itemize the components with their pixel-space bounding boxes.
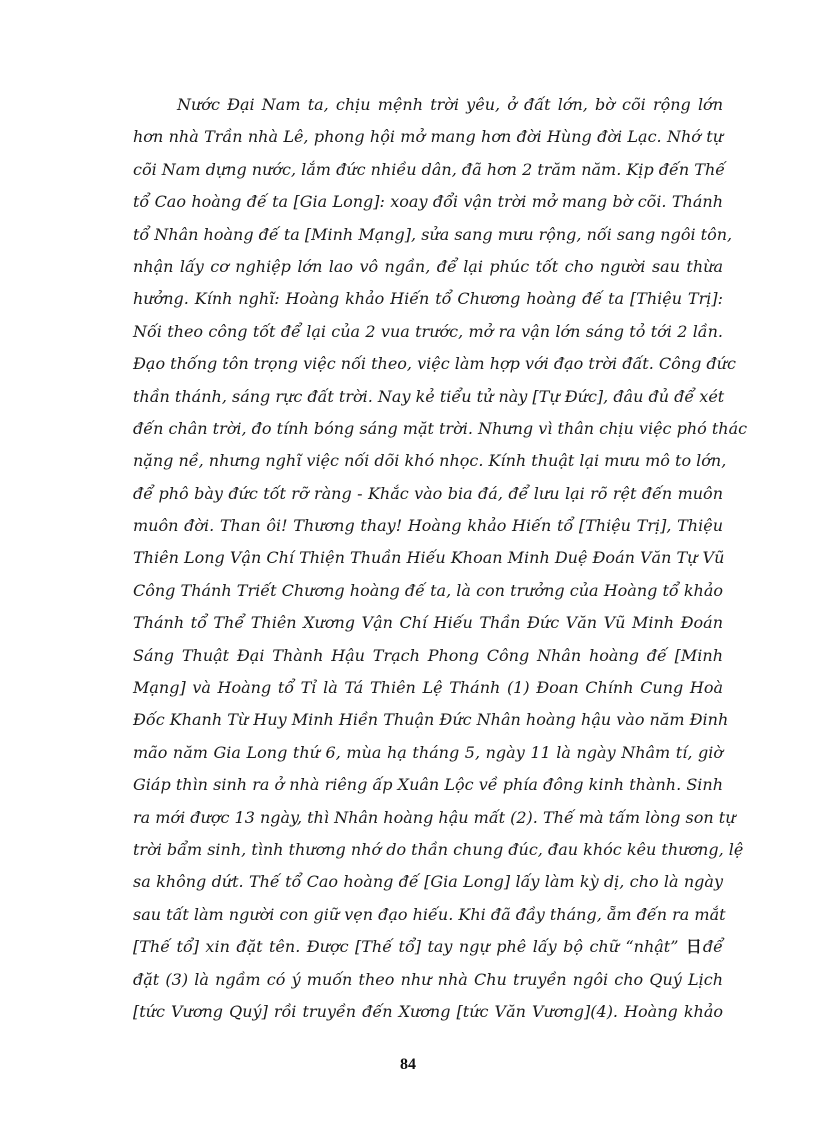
text-line: Sáng Thuật Đại Thành Hậu Trạch Phong Công Nhân hoàng đế [Minh (133, 645, 723, 665)
text-line: [tức Vương Quý] rồi truyền đến Xương [tức Văn Vương](4). Hoàng khảo (133, 1001, 723, 1021)
text-line-part: để (702, 937, 723, 957)
text-line: Công Thánh Triết Chương hoàng đế ta, là con trưởng của Hoàng tổ khảo (133, 580, 723, 600)
text-line: đến chân trời, đo tính bóng sáng mặt trời. Nhưng vì thân chịu việc phó thác (133, 418, 748, 438)
text-line: Đốc Khanh Từ Huy Minh Hiền Thuận Đức Nhân hoàng hậu vào năm Đinh (133, 710, 729, 730)
text-line: tổ Cao hoàng đế ta [Gia Long]: xoay đổi vận trời mở mang bờ cõi. Thánh (133, 192, 723, 212)
text-line: sau tất làm người con giữ vẹn đạo hiếu. Khi đã đầy tháng, ẵm đến ra mắt (133, 904, 726, 924)
text-line: tổ Nhân hoàng đế ta [Minh Mạng], sửa sang mưu rộng, nối sang ngôi tôn, (133, 224, 733, 244)
page-number: 84 (400, 1056, 416, 1073)
text-line: nặng nề, nhưng nghĩ việc nối dõi khó nhọc. Kính thuật lại mưu mô to lớn, (133, 451, 727, 471)
text-line: đặt (3) là ngầm có ý muốn theo như nhà Chu truyền ngôi cho Quý Lịch (133, 969, 723, 989)
text-line: thần thánh, sáng rực đất trời. Nay kẻ tiểu tử này [Tự Đức], đâu đủ để xét (133, 386, 725, 406)
text-line: để phô bày đức tốt rỡ ràng - Khắc vào bia đá, để lưu lại rõ rệt đến muôn (133, 483, 723, 503)
text-line (133, 931, 723, 963)
text-line: nhận lấy cơ nghiệp lớn lao vô ngần, để lại phúc tốt cho người sau thừa (133, 256, 723, 276)
text-line: sa không dứt. Thế tổ Cao hoàng đế [Gia Long] lấy làm kỳ dị, cho là ngày (133, 872, 723, 892)
text-line: hưởng. Kính nghĩ: Hoàng khảo Hiến tổ Chương hoàng đế ta [Thiệu Trị]: (133, 289, 723, 309)
text-line: trời bẩm sinh, tình thương nhớ do thần chung đúc, đau khóc kêu thương, lệ (133, 839, 744, 859)
text-line: Đạo thống tôn trọng việc nối theo, việc làm hợp với đạo trời đất. Công đức (133, 354, 736, 374)
text-line: cõi Nam dựng nước, lắm đức nhiều dân, đã hơn 2 trăm năm. Kịp đến Thế (133, 159, 726, 179)
text-line: Nước Đại Nam ta, chịu mệnh trời yêu, ở đất lớn, bờ cõi rộng lớn (177, 95, 723, 114)
text-line: Giáp thìn sinh ra ở nhà riêng ấp Xuân Lộc về phía đông kinh thành. Sinh (133, 775, 723, 795)
text-line: hơn nhà Trần nhà Lê, phong hội mở mang hơn đời Hùng đời Lạc. Nhớ tự (133, 127, 723, 147)
text-line: Thánh tổ Thể Thiên Xương Vận Chí Hiếu Thần Đức Văn Vũ Minh Đoán (133, 613, 723, 633)
nhat-character-glyph: 日 (685, 937, 702, 957)
text-line: ra mới được 13 ngày, thì Nhân hoàng hậu mất (2). Thế mà tấm lòng son tự (133, 807, 736, 827)
text-line-part: [Thế tổ] xin đặt tên. Được [Thế tổ] tay ngự phê lấy bộ chữ “nhật” (133, 937, 679, 957)
text-line: Nối theo công tốt để lại của 2 vua trước, mở ra vận lớn sáng tỏ tới 2 lần. (133, 321, 723, 341)
text-line: Thiên Long Vận Chí Thiện Thuần Hiếu Khoan Minh Duệ Đoán Văn Tự Vũ (133, 548, 725, 568)
text-line: Mạng] và Hoàng tổ Tỉ là Tá Thiên Lệ Thánh (1) Đoan Chính Cung Hoà (133, 678, 723, 698)
body-paragraph (133, 89, 748, 1028)
text-line: muôn đời. Than ôi! Thương thay! Hoàng khảo Hiến tổ [Thiệu Trị], Thiệu (133, 516, 723, 536)
text-line: mão năm Gia Long thứ 6, mùa hạ tháng 5, ngày 11 là ngày Nhâm tí, giờ (133, 742, 723, 762)
